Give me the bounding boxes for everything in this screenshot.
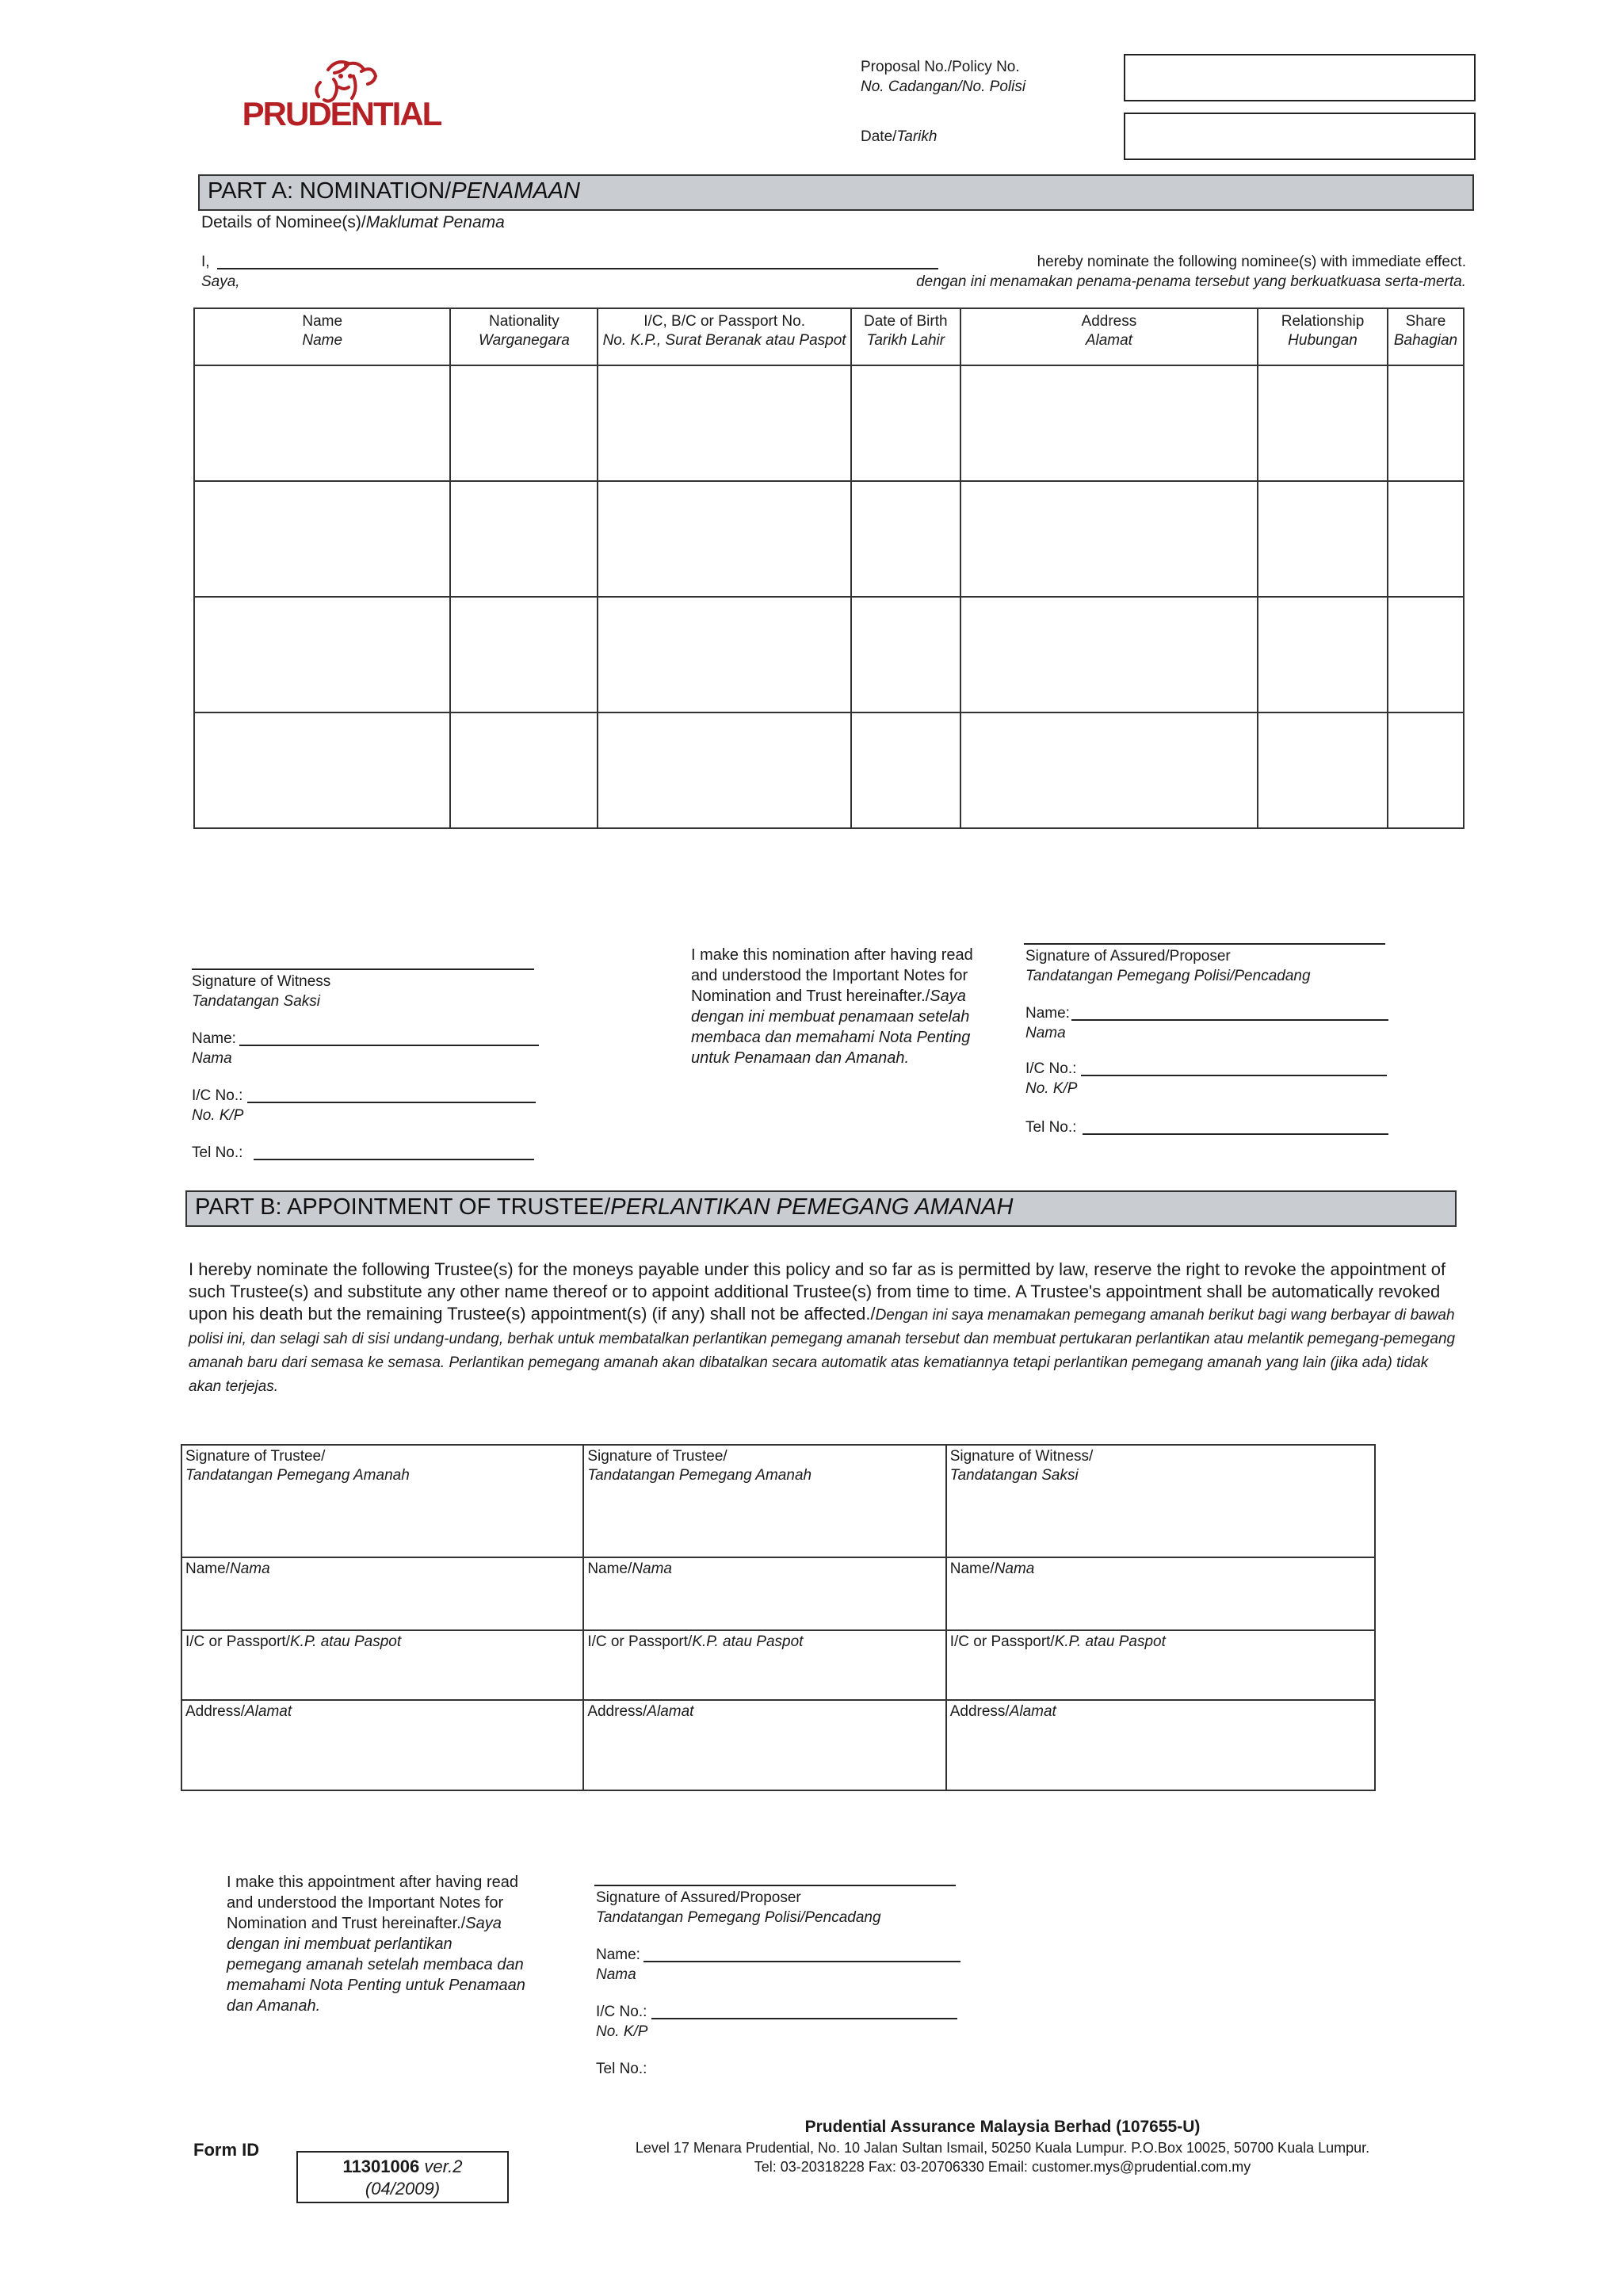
form-id-box: 11301006 ver.2 (04/2009) xyxy=(296,2151,509,2203)
nominee-cell[interactable] xyxy=(1388,365,1464,481)
nominee-row xyxy=(194,481,1464,597)
nominee-cell[interactable] xyxy=(851,597,960,712)
trustee-witness-ic[interactable]: I/C or Passport/K.P. atau Paspot xyxy=(946,1630,1375,1700)
nominee-table xyxy=(193,308,1465,829)
brand-wordmark: PRUDENTIAL xyxy=(242,95,441,132)
col-relationship: Relationship Hubungan xyxy=(1258,308,1388,365)
nominee-cell[interactable] xyxy=(960,481,1258,597)
nominee-cell[interactable] xyxy=(450,481,598,597)
part-b-declaration: I make this appointment after having read and understood the Important Notes for Nomination and Trust hereinafter./Saya dengan ini membuat perlantikan pemegang amanah setelah membaca dan memahami Nota Penting untuk Penamaan dan Amanah. xyxy=(227,1874,525,2015)
nominee-cell[interactable] xyxy=(598,712,851,828)
witness-name-line[interactable] xyxy=(239,1045,539,1046)
col-name: Name Name xyxy=(194,308,450,365)
witness-tel-label: Tel No.: xyxy=(192,1144,243,1161)
nominee-cell[interactable] xyxy=(598,365,851,481)
nominee-cell[interactable] xyxy=(851,365,960,481)
nominee-row xyxy=(194,712,1464,828)
trustee-witness-address[interactable]: Address/Alamat xyxy=(946,1700,1375,1790)
b-assured-name-line[interactable] xyxy=(643,1961,960,1962)
nominee-cell[interactable] xyxy=(450,712,598,828)
trustee-signature-row xyxy=(181,1445,1375,1557)
date-input[interactable] xyxy=(1124,113,1476,160)
trustee-witness-name[interactable]: Name/Nama xyxy=(946,1557,1375,1630)
nominee-cell[interactable] xyxy=(1258,712,1388,828)
assured-tel-line[interactable] xyxy=(1083,1133,1388,1135)
trustee-witness-signature[interactable]: Signature of Witness/ Tandatangan Saksi xyxy=(946,1445,1375,1557)
nominee-row xyxy=(194,597,1464,712)
nominee-cell[interactable] xyxy=(194,481,450,597)
nominee-table-header xyxy=(194,308,1464,365)
trustee-2-ic[interactable]: I/C or Passport/K.P. atau Paspot xyxy=(583,1630,945,1700)
b-assured-signature-line[interactable] xyxy=(594,1885,956,1886)
assured-signature-label: Signature of Assured/Proposer Tandatangan Pemegang Polisi/Pencadang xyxy=(1025,948,1311,984)
nominator-name-line[interactable] xyxy=(217,268,938,269)
col-ic: I/C, B/C or Passport No. No. K.P., Surat Beranak atau Paspot xyxy=(598,308,851,365)
nominee-cell[interactable] xyxy=(598,597,851,712)
nominee-cell[interactable] xyxy=(1388,712,1464,828)
assured-ic-line[interactable] xyxy=(1081,1075,1387,1076)
part-b-intro: I hereby nominate the following Trustee(s) for the moneys payable under this policy and so far as is permitted by law, reserve the right to revoke the appointment of such Trustee(s) and substitute any other name thereof or to appoint additional Trustee(s) from time to time. A Trustee's appointment shall be automatically revoked upon his death but the remaining Trustee(s) appointment(s) (if any) shall not be affected./Dengan ini saya menamakan pemegang amanah berikut bagi wang berbayar di bawah polisi ini, dan selagi sah di sisi undang-undang, berhak untuk membatalkan perlantikan pemegang amanah tersebut dan membuat pertukaran perlantikan atau melantik pemegang-pemegang amanah baru dari semasa ke semasa. Perlantikan pemegang amanah akan dibatalkan secara automatik atas kematiannya tetapi perlantikan pemegang amanah yang lain (jika ada) tidak akan terjejas. xyxy=(189,1259,1456,1395)
nominee-cell[interactable] xyxy=(1388,481,1464,597)
date-label: Date/Tarikh xyxy=(861,128,938,145)
trustee-ic-row xyxy=(181,1630,1375,1700)
nominee-cell[interactable] xyxy=(194,365,450,481)
nominee-cell[interactable] xyxy=(960,365,1258,481)
b-assured-tel-label: Tel No.: xyxy=(596,2061,647,2077)
b-assured-name-label: Name: Nama xyxy=(596,1946,640,1983)
assured-ic-label: I/C No.: No. K/P xyxy=(1025,1060,1078,1097)
part-b-heading: PART B: APPOINTMENT OF TRUSTEE/PERLANTIKAN PEMEGANG AMANAH xyxy=(185,1190,1457,1227)
witness-ic-line[interactable] xyxy=(247,1102,536,1103)
nominee-cell[interactable] xyxy=(194,712,450,828)
trustee-1-name[interactable]: Name/Nama xyxy=(181,1557,583,1630)
b-assured-ic-label: I/C No.: No. K/P xyxy=(596,2004,648,2040)
col-address: Address Alamat xyxy=(960,308,1258,365)
trustee-table xyxy=(181,1444,1376,1791)
nominate-statement: hereby nominate the following nominee(s) with immediate effect. dengan ini menamakan penama-penama tersebut yang berkuatkuasa serta-merta. xyxy=(916,254,1466,290)
witness-signature-label: Signature of Witness Tandatangan Saksi xyxy=(192,973,331,1010)
witness-tel-line[interactable] xyxy=(254,1159,534,1160)
trustee-address-row xyxy=(181,1700,1375,1790)
trustee-2-name[interactable]: Name/Nama xyxy=(583,1557,945,1630)
nominee-cell[interactable] xyxy=(194,597,450,712)
nominee-cell[interactable] xyxy=(1258,597,1388,712)
trustee-1-signature[interactable]: Signature of Trustee/ Tandatangan Pemegang Amanah xyxy=(181,1445,583,1557)
nominee-cell[interactable] xyxy=(1388,597,1464,712)
trustee-2-signature[interactable]: Signature of Trustee/ Tandatangan Pemegang Amanah xyxy=(583,1445,945,1557)
nominee-cell[interactable] xyxy=(598,481,851,597)
nominee-cell[interactable] xyxy=(960,597,1258,712)
assured-name-line[interactable] xyxy=(1071,1019,1388,1021)
b-assured-ic-line[interactable] xyxy=(651,2018,957,2019)
witness-name-label: Name: Nama xyxy=(192,1030,236,1067)
form-id-label: Form ID xyxy=(193,2140,260,2160)
nominee-cell[interactable] xyxy=(450,597,598,712)
assured-signature-line[interactable] xyxy=(1024,943,1385,945)
nominee-row xyxy=(194,365,1464,481)
proposal-label: Proposal No./Policy No. No. Cadangan/No. Polisi xyxy=(861,59,1026,95)
witness-ic-label: I/C No.: No. K/P xyxy=(192,1087,244,1124)
nominee-cell[interactable] xyxy=(450,365,598,481)
col-share: Share Bahagian xyxy=(1388,308,1464,365)
nominee-cell[interactable] xyxy=(851,481,960,597)
trustee-name-row xyxy=(181,1557,1375,1630)
nominee-cell[interactable] xyxy=(960,712,1258,828)
col-dob: Date of Birth Tarikh Lahir xyxy=(851,308,960,365)
company-info: Prudential Assurance Malaysia Berhad (107655-U) Level 17 Menara Prudential, No. 10 Jalan Sultan Ismail, 50250 Kuala Lumpur. P.O.Box 10025, 50700 Kuala Lumpur. Tel: 03-20318228 Fax: 03-20706330 Email: customer.mys@prudential.com.my xyxy=(635,2118,1370,2175)
trustee-1-address[interactable]: Address/Alamat xyxy=(181,1700,583,1790)
assured-tel-label: Tel No.: xyxy=(1025,1119,1077,1136)
nominee-cell[interactable] xyxy=(1258,365,1388,481)
part-a-declaration: I make this nomination after having read and understood the Important Notes for Nomination and Trust hereinafter./Saya dengan ini membuat penamaan setelah membaca dan memahami Nota Penting untuk Penamaan dan Amanah. xyxy=(691,946,973,1067)
part-a-heading: PART A: NOMINATION/PENAMAAN xyxy=(198,174,1474,211)
part-a-subtitle: Details of Nominee(s)/Maklumat Penama xyxy=(201,213,505,231)
proposal-number-input[interactable] xyxy=(1124,54,1476,101)
nominee-cell[interactable] xyxy=(851,712,960,828)
trustee-2-address[interactable]: Address/Alamat xyxy=(583,1700,945,1790)
col-nationality: Nationality Warganegara xyxy=(450,308,598,365)
trustee-1-ic[interactable]: I/C or Passport/K.P. atau Paspot xyxy=(181,1630,583,1700)
i-label: I, Saya, xyxy=(201,254,240,290)
assured-name-label: Name: Nama xyxy=(1025,1005,1070,1041)
b-assured-signature-label: Signature of Assured/Proposer Tandatangan Pemegang Polisi/Pencadang xyxy=(596,1889,881,1926)
nominee-cell[interactable] xyxy=(1258,481,1388,597)
witness-signature-line[interactable] xyxy=(192,968,534,970)
